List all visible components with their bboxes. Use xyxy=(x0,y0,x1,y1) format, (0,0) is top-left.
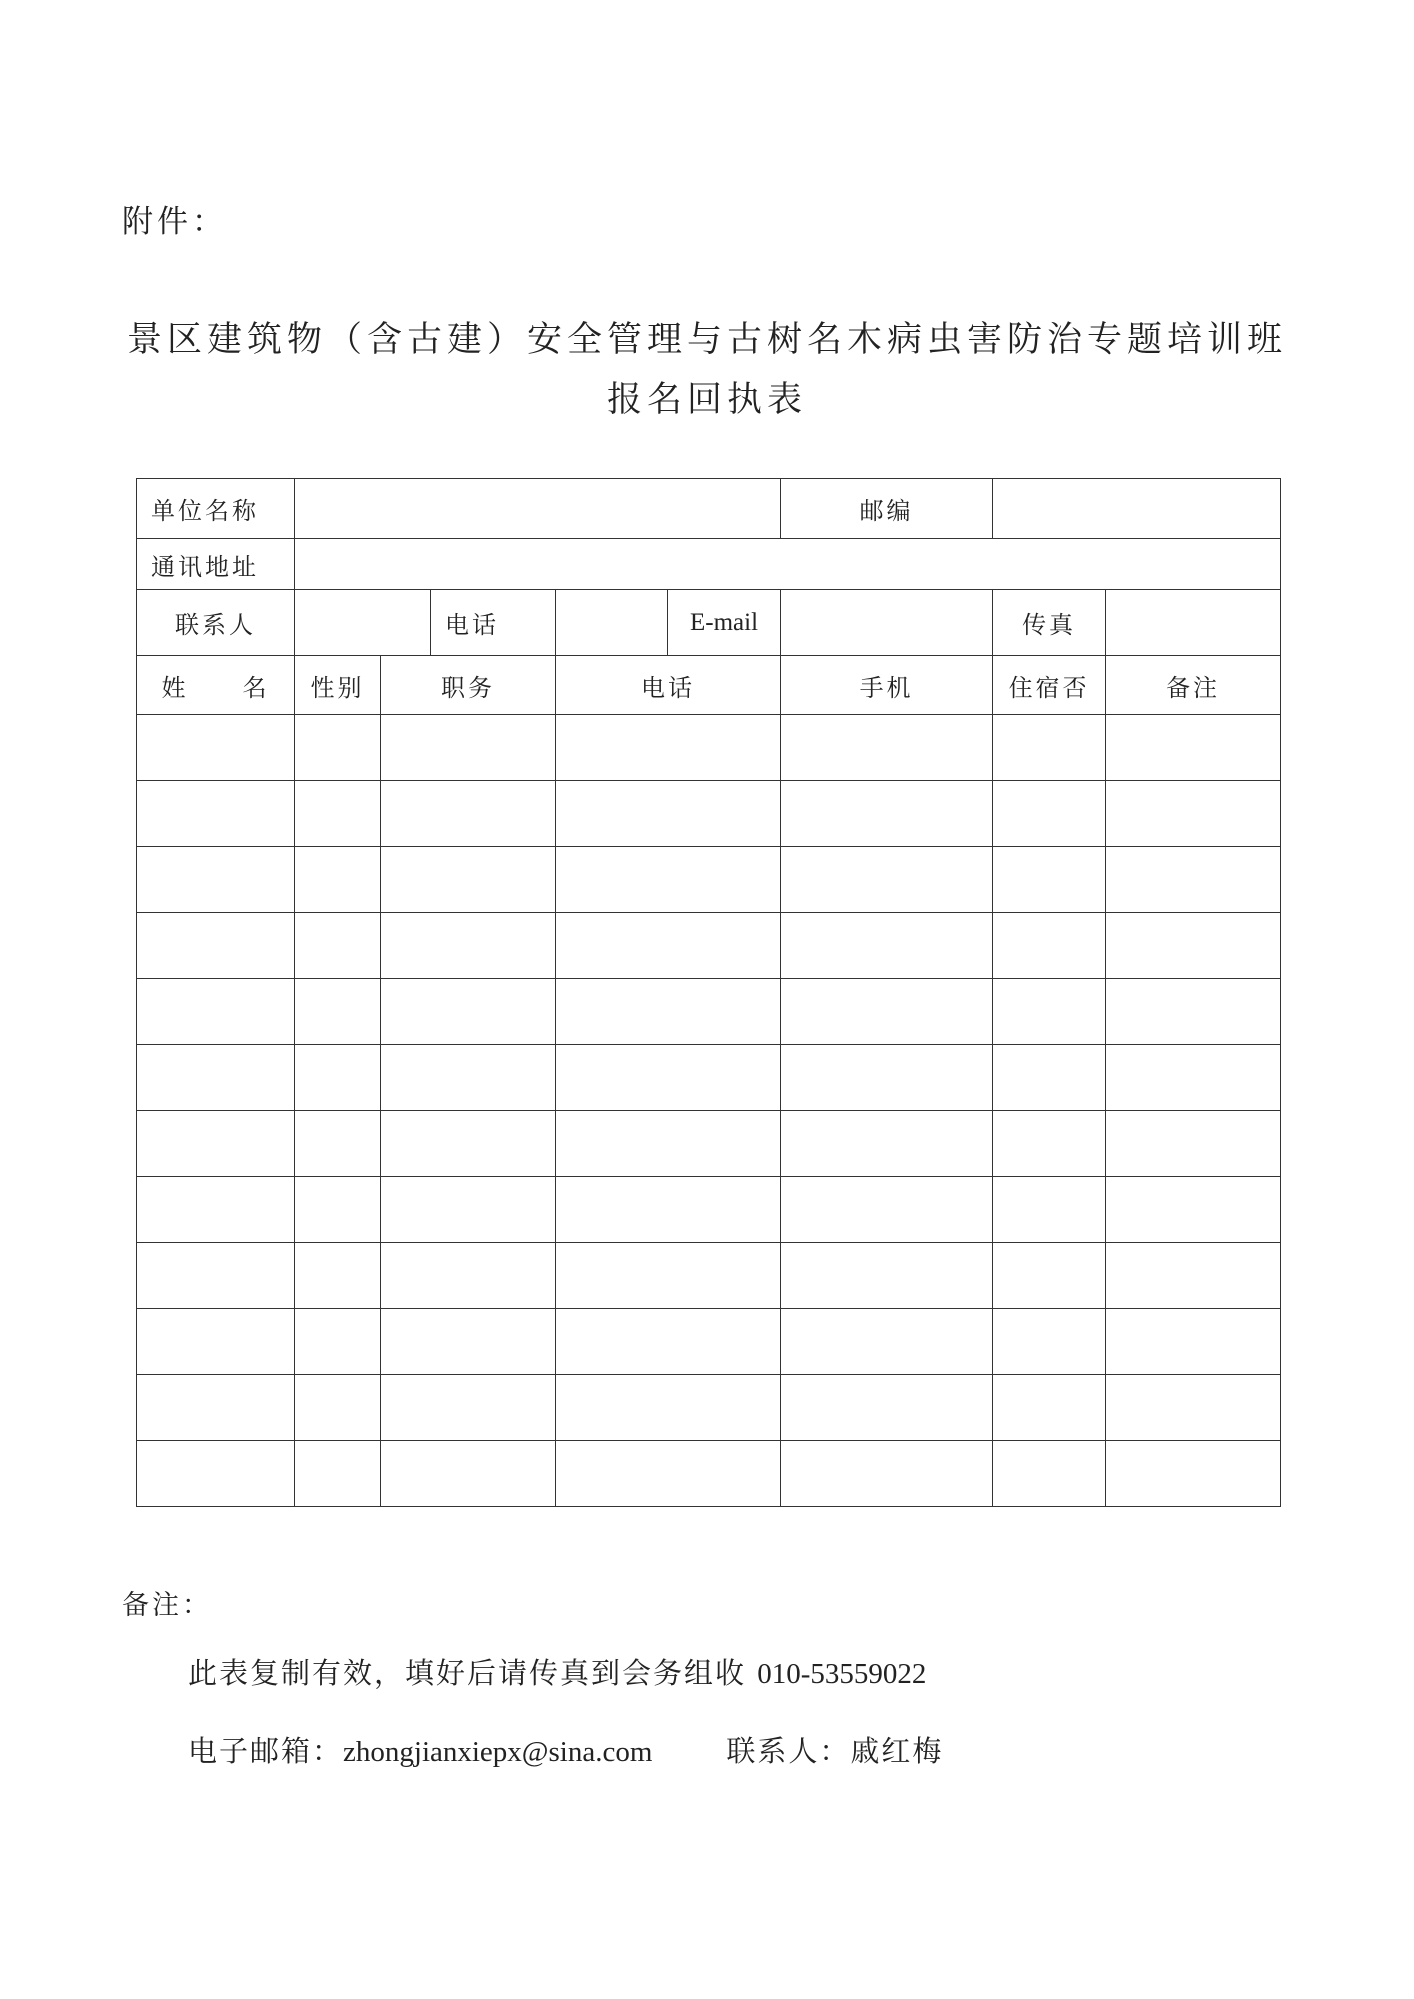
entry-mobile-cell[interactable] xyxy=(781,781,993,847)
entry-mobile-cell[interactable] xyxy=(781,1375,993,1441)
entry-remarks-cell[interactable] xyxy=(1106,979,1281,1045)
col-header-mobile: 手机 xyxy=(781,656,993,715)
entry-row xyxy=(137,1441,1281,1507)
entry-row xyxy=(137,1177,1281,1243)
entry-gender-cell[interactable] xyxy=(295,715,381,781)
note-email-line xyxy=(188,1729,943,1770)
attachment-label: 附件： xyxy=(122,204,227,240)
entry-row xyxy=(137,847,1281,913)
entry-gender-cell[interactable] xyxy=(295,1111,381,1177)
entry-name-cell[interactable] xyxy=(137,847,295,913)
entry-gender-cell[interactable] xyxy=(295,913,381,979)
entry-name-cell[interactable] xyxy=(137,1243,295,1309)
entry-lodging-cell[interactable] xyxy=(993,1111,1106,1177)
entry-name-cell[interactable] xyxy=(137,715,295,781)
entry-row xyxy=(137,913,1281,979)
entry-lodging-cell[interactable] xyxy=(993,1177,1106,1243)
address-label: 通讯地址 xyxy=(137,539,295,590)
entry-rows xyxy=(137,715,1281,1507)
entry-name-cell[interactable] xyxy=(137,1375,295,1441)
col-header-gender: 性别 xyxy=(295,656,381,715)
entry-row xyxy=(137,1243,1281,1309)
address-field[interactable] xyxy=(295,539,1281,590)
entry-lodging-cell[interactable] xyxy=(993,847,1106,913)
entry-gender-cell[interactable] xyxy=(295,847,381,913)
entry-gender-cell[interactable] xyxy=(295,1045,381,1111)
note-fax-text: 此表复制有效，填好后请传真到会务组收 xyxy=(188,1656,758,1690)
entry-lodging-cell[interactable] xyxy=(993,1243,1106,1309)
entry-position-cell[interactable] xyxy=(381,1177,556,1243)
entry-row xyxy=(137,1045,1281,1111)
entry-phone-cell[interactable] xyxy=(556,847,781,913)
entry-gender-cell[interactable] xyxy=(295,1177,381,1243)
entry-mobile-cell[interactable] xyxy=(781,715,993,781)
entry-mobile-cell[interactable] xyxy=(781,979,993,1045)
entry-gender-cell[interactable] xyxy=(295,1243,381,1309)
entry-remarks-cell[interactable] xyxy=(1106,1441,1281,1507)
entry-phone-cell[interactable] xyxy=(556,1177,781,1243)
entry-mobile-cell[interactable] xyxy=(781,1243,993,1309)
email-label: E-mail xyxy=(668,590,781,656)
entry-name-cell[interactable] xyxy=(137,1111,295,1177)
notes-title: 备注： xyxy=(122,1590,212,1621)
entry-mobile-cell[interactable] xyxy=(781,913,993,979)
note-fax-line xyxy=(188,1651,926,1692)
entry-remarks-cell[interactable] xyxy=(1106,781,1281,847)
entry-mobile-cell[interactable] xyxy=(781,1441,993,1507)
address-row xyxy=(137,539,1281,590)
entry-phone-cell[interactable] xyxy=(556,979,781,1045)
entry-row xyxy=(137,1309,1281,1375)
entry-remarks-cell[interactable] xyxy=(1106,1045,1281,1111)
entry-remarks-cell[interactable] xyxy=(1106,1243,1281,1309)
entry-mobile-cell[interactable] xyxy=(781,1045,993,1111)
entry-position-cell[interactable] xyxy=(381,1243,556,1309)
entry-remarks-cell[interactable] xyxy=(1106,1375,1281,1441)
contact-label: 联系人 xyxy=(137,590,295,656)
email-address[interactable]: zhongjianxiepx@sina.com xyxy=(343,1736,653,1768)
entry-gender-cell[interactable] xyxy=(295,1375,381,1441)
contact-field[interactable] xyxy=(295,590,431,656)
form-subtitle: 报名回执表 xyxy=(606,380,807,420)
entry-row xyxy=(137,781,1281,847)
col-header-remarks: 备注 xyxy=(1106,656,1281,715)
entry-lodging-cell[interactable] xyxy=(993,781,1106,847)
entry-lodging-cell[interactable] xyxy=(993,979,1106,1045)
col-header-name: 姓 名 xyxy=(137,656,295,715)
entry-lodging-cell[interactable] xyxy=(993,1441,1106,1507)
entry-name-cell[interactable] xyxy=(137,1045,295,1111)
entry-name-cell[interactable] xyxy=(137,1177,295,1243)
email-label-text: 电子邮箱： xyxy=(188,1734,344,1768)
entry-position-cell[interactable] xyxy=(381,847,556,913)
entry-name-cell[interactable] xyxy=(137,1309,295,1375)
entry-phone-cell[interactable] xyxy=(556,781,781,847)
entry-phone-cell[interactable] xyxy=(556,1045,781,1111)
entry-gender-cell[interactable] xyxy=(295,1441,381,1507)
entry-name-cell[interactable] xyxy=(137,979,295,1045)
entry-remarks-cell[interactable] xyxy=(1106,1177,1281,1243)
col-header-phone: 电话 xyxy=(556,656,781,715)
entry-row xyxy=(137,715,1281,781)
column-header-row xyxy=(137,656,1281,715)
entry-lodging-cell[interactable] xyxy=(993,1045,1106,1111)
entry-name-cell[interactable] xyxy=(137,1441,295,1507)
entry-remarks-cell[interactable] xyxy=(1106,1111,1281,1177)
entry-name-cell[interactable] xyxy=(137,913,295,979)
entry-position-cell[interactable] xyxy=(381,913,556,979)
registration-form-table xyxy=(136,478,1281,1507)
entry-lodging-cell[interactable] xyxy=(993,1375,1106,1441)
fax-number: 010-53559022 xyxy=(757,1658,927,1690)
entry-remarks-cell[interactable] xyxy=(1106,913,1281,979)
postcode-field[interactable] xyxy=(993,479,1281,539)
entry-position-cell[interactable] xyxy=(381,1045,556,1111)
note-contact-label: 联系人： xyxy=(726,1734,851,1768)
entry-gender-cell[interactable] xyxy=(295,979,381,1045)
entry-mobile-cell[interactable] xyxy=(781,1177,993,1243)
entry-name-cell[interactable] xyxy=(137,781,295,847)
entry-row xyxy=(137,1375,1281,1441)
entry-position-cell[interactable] xyxy=(381,1375,556,1441)
entry-lodging-cell[interactable] xyxy=(993,715,1106,781)
col-header-position: 职务 xyxy=(381,656,556,715)
entry-row xyxy=(137,979,1281,1045)
unit-row xyxy=(137,479,1281,539)
entry-phone-cell[interactable] xyxy=(556,1111,781,1177)
fax-field[interactable] xyxy=(1106,590,1281,656)
entry-gender-cell[interactable] xyxy=(295,781,381,847)
entry-phone-cell[interactable] xyxy=(556,1441,781,1507)
col-header-lodging: 住宿否 xyxy=(993,656,1106,715)
unit-name-field[interactable] xyxy=(295,479,781,539)
entry-position-cell[interactable] xyxy=(381,1309,556,1375)
entry-gender-cell[interactable] xyxy=(295,1309,381,1375)
note-contact-name: 戚红梅 xyxy=(850,1734,944,1768)
entry-position-cell[interactable] xyxy=(381,781,556,847)
unit-name-label: 单位名称 xyxy=(137,479,295,539)
entry-phone-cell[interactable] xyxy=(556,1309,781,1375)
contact-row xyxy=(137,590,1281,656)
entry-lodging-cell[interactable] xyxy=(993,1309,1106,1375)
entry-lodging-cell[interactable] xyxy=(993,913,1106,979)
entry-remarks-cell[interactable] xyxy=(1106,1309,1281,1375)
phone-label: 电话 xyxy=(431,590,556,656)
form-title: 景区建筑物（含古建）安全管理与古树名木病虫害防治专题培训班 xyxy=(126,320,1287,360)
entry-phone-cell[interactable] xyxy=(556,1375,781,1441)
entry-row xyxy=(137,1111,1281,1177)
entry-phone-cell[interactable] xyxy=(556,913,781,979)
entry-phone-cell[interactable] xyxy=(556,1243,781,1309)
entry-remarks-cell[interactable] xyxy=(1106,847,1281,913)
entry-mobile-cell[interactable] xyxy=(781,847,993,913)
entry-remarks-cell[interactable] xyxy=(1106,715,1281,781)
entry-position-cell[interactable] xyxy=(381,979,556,1045)
email-field[interactable] xyxy=(781,590,993,656)
fax-label: 传真 xyxy=(993,590,1106,656)
postcode-label: 邮编 xyxy=(781,479,993,539)
phone-field[interactable] xyxy=(556,590,668,656)
entry-mobile-cell[interactable] xyxy=(781,1111,993,1177)
entry-position-cell[interactable] xyxy=(381,715,556,781)
entry-mobile-cell[interactable] xyxy=(781,1309,993,1375)
entry-phone-cell[interactable] xyxy=(556,715,781,781)
entry-position-cell[interactable] xyxy=(381,1441,556,1507)
entry-position-cell[interactable] xyxy=(381,1111,556,1177)
